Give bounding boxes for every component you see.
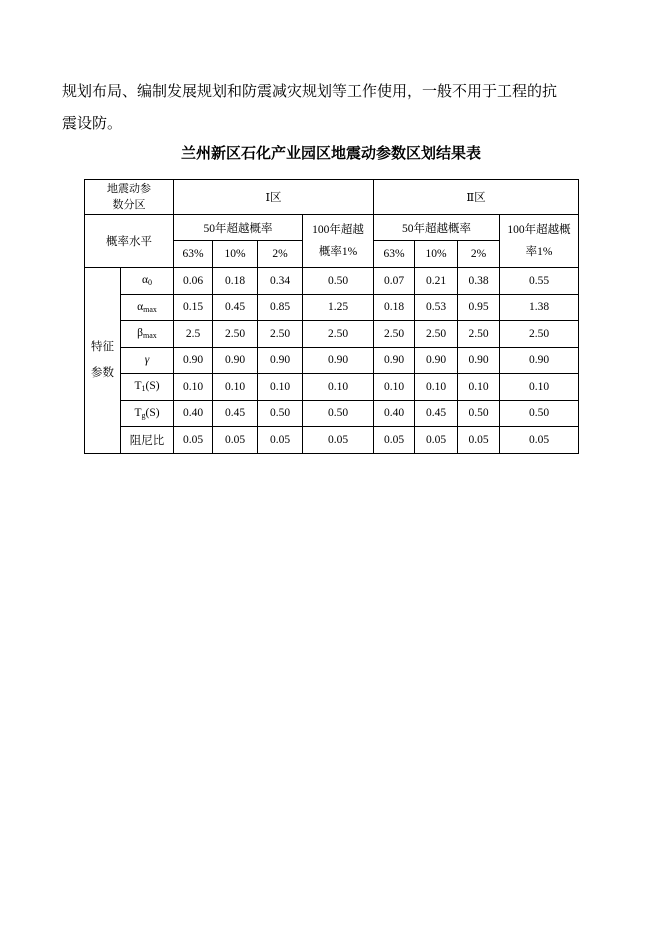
value-cell: 0.10 [174,374,213,401]
corner-header-line-1: 地震动参 [107,183,151,195]
value-cell: 0.50 [303,268,374,295]
value-cell: 2.50 [458,321,500,348]
body-paragraph [62,75,602,139]
zone-2-pct-10: 10% [415,241,458,268]
value-cell: 0.18 [213,268,258,295]
feature-parameter-group-label [85,268,121,454]
value-cell: 0.50 [258,400,303,427]
group-label-line-2: 参数 [91,367,114,380]
prob-level-header: 概率水平 [85,215,174,268]
value-cell: 2.50 [213,321,258,348]
zone-2-pct-2: 2% [458,241,500,268]
zone-2-exceed50-header: 50年超越概率 [374,215,500,241]
value-cell: 0.05 [415,427,458,454]
value-cell: 1.25 [303,294,374,321]
table-row [85,321,579,348]
table-title: 兰州新区石化产业园区地震动参数区划结果表 [180,144,481,162]
parameter-symbol: T [134,380,142,393]
value-cell: 0.50 [303,400,374,427]
value-cell: 0.53 [415,294,458,321]
value-cell: 0.05 [500,427,579,454]
value-cell: 0.10 [213,374,258,401]
value-cell: 0.10 [458,374,500,401]
parameter-symbol: 阻尼比 [129,434,165,447]
value-cell: 0.10 [374,374,415,401]
value-cell: 0.90 [415,347,458,374]
table-row [85,294,579,321]
value-cell: 0.55 [500,268,579,295]
header-row-exceedance [85,215,579,241]
value-cell: 0.10 [415,374,458,401]
value-cell: 0.45 [213,294,258,321]
value-cell: 0.10 [500,374,579,401]
value-cell: 0.90 [500,347,579,374]
value-cell: 0.06 [174,268,213,295]
parameter-name [121,268,174,295]
parameter-symbol: T [134,406,142,419]
value-cell: 0.90 [174,347,213,374]
value-cell: 0.10 [258,374,303,401]
value-cell: 0.50 [458,400,500,427]
paragraph-line-2: 震设防。 [62,114,123,132]
zone-1-header: Ⅰ区 [174,180,374,215]
value-cell: 2.50 [258,321,303,348]
zone-1-exceed50-header: 50年超越概率 [174,215,303,241]
value-cell: 0.40 [174,400,213,427]
value-cell: 0.90 [303,347,374,374]
zone-1-pct-63: 63% [174,241,213,268]
parameter-name [121,294,174,321]
value-cell: 2.5 [174,321,213,348]
value-cell: 0.05 [303,427,374,454]
paragraph-line-1: 规划布局、编制发展规划和防震减灾规划等工作使用，一般不用于工程的抗 [62,82,558,100]
zone-2-exceed100-line-2: 率1% [525,246,553,258]
parameter-unit: (S) [145,380,160,393]
table-row [85,268,579,295]
group-label-line-1: 特征 [91,341,114,354]
value-cell: 1.38 [500,294,579,321]
zone-2-exceed100-line-1: 100年超越概 [507,224,571,236]
value-cell: 0.07 [374,268,415,295]
value-cell: 0.21 [415,268,458,295]
value-cell: 0.18 [374,294,415,321]
value-cell: 2.50 [415,321,458,348]
parameter-symbol: α [141,274,149,287]
value-cell: 2.50 [500,321,579,348]
table-row [85,427,579,454]
zone-1-pct-2: 2% [258,241,303,268]
value-cell: 2.50 [374,321,415,348]
corner-header-line-2: 数分区 [112,199,146,211]
value-cell: 2.50 [303,321,374,348]
seismic-parameter-table [84,179,579,454]
corner-header [85,180,174,215]
value-cell: 0.05 [374,427,415,454]
parameter-name [121,400,174,427]
zone-1-exceed100-line-2: 概率1% [318,246,358,258]
zone-1-exceed100-line-1: 100年超越 [312,224,364,236]
value-cell: 0.50 [500,400,579,427]
value-cell: 0.90 [213,347,258,374]
parameter-symbol: β [137,327,144,340]
value-cell: 0.90 [458,347,500,374]
zone-2-pct-63: 63% [374,241,415,268]
value-cell: 0.85 [258,294,303,321]
parameter-subscript: g [141,410,146,420]
zone-1-pct-10: 10% [213,241,258,268]
value-cell: 0.90 [374,347,415,374]
zone-2-header: Ⅱ区 [374,180,579,215]
value-cell: 0.10 [303,374,374,401]
value-cell: 0.95 [458,294,500,321]
parameter-subscript: max [143,331,157,341]
value-cell: 0.38 [458,268,500,295]
parameter-name [121,374,174,401]
zone-2-exceed100-header [500,215,579,268]
value-cell: 0.34 [258,268,303,295]
value-cell: 0.05 [213,427,258,454]
value-cell: 0.40 [374,400,415,427]
parameter-name [121,347,174,374]
parameter-symbol: γ [144,354,150,367]
header-row-zones [85,180,579,215]
value-cell: 0.05 [174,427,213,454]
zone-1-exceed100-header [303,215,374,268]
value-cell: 0.45 [213,400,258,427]
table-row [85,347,579,374]
parameter-subscript: 1 [141,384,146,394]
value-cell: 0.05 [258,427,303,454]
table-row [85,374,579,401]
value-cell: 0.90 [258,347,303,374]
value-cell: 0.15 [174,294,213,321]
parameter-subscript: 0 [148,278,153,288]
parameter-subscript: max [143,304,157,314]
parameter-symbol: α [137,300,144,313]
table-row [85,400,579,427]
value-cell: 0.05 [458,427,500,454]
parameter-name [121,427,174,454]
parameter-name [121,321,174,348]
value-cell: 0.45 [415,400,458,427]
parameter-unit: (S) [145,406,160,419]
